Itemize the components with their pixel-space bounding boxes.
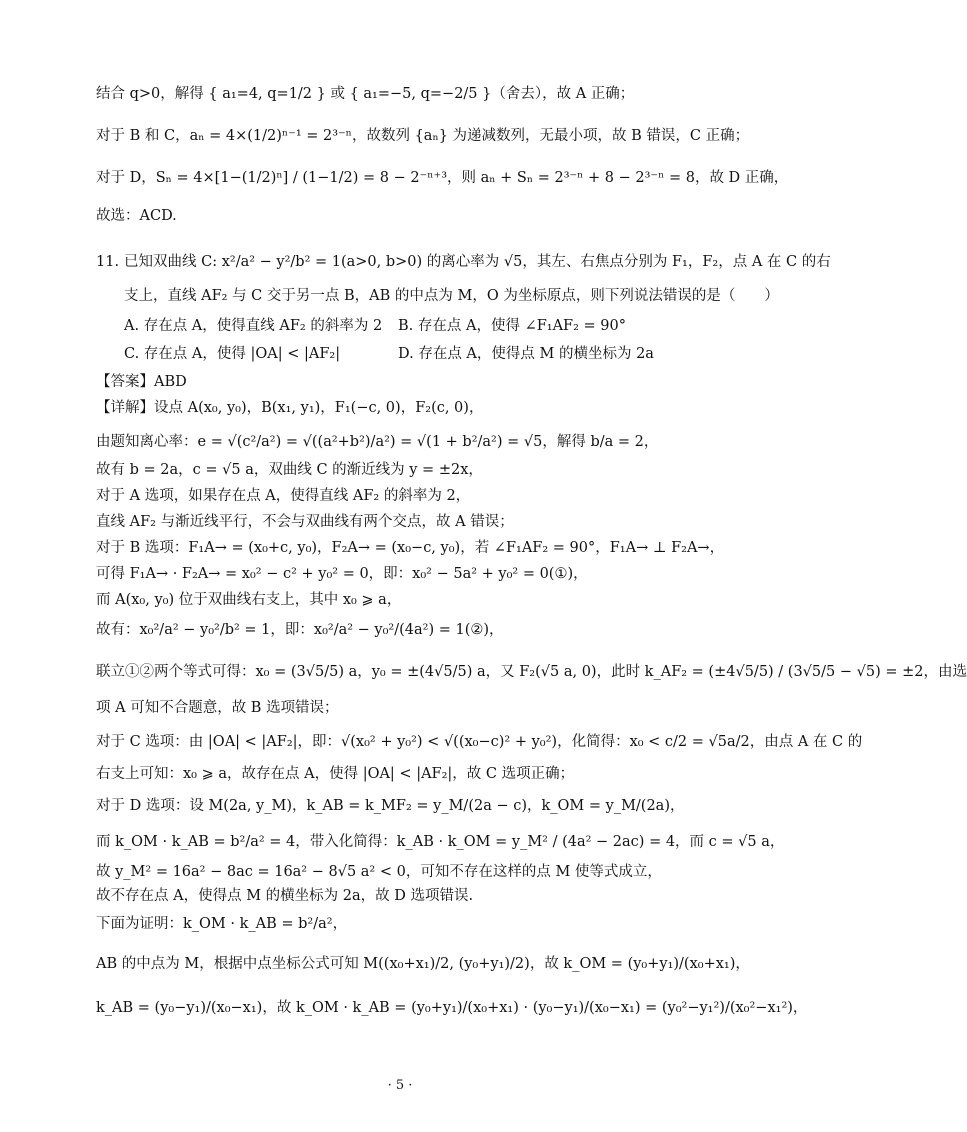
detail-line: 联立①②两个等式可得：x₀ = (3√5/5) a，y₀ = ±(4√5/5) a，又 F₂(√5 a, 0)，此时 k_AF₂ = (±4√5/5) / (3√5/5 − √5) = ±2，由选	[96, 664, 967, 680]
detail-line: 下面为证明：k_OM · k_AB = b²/a²，	[96, 916, 348, 932]
detail-line: 由题知离心率：e = √(c²/a²) = √((a²+b²)/a²) = √(1 + b²/a²) = √5，解得 b/a = 2，	[96, 434, 659, 450]
detail-line: 对于 D 选项：设 M(2a, y_M)，k_AB = k_MF₂ = y_M/(2a − c)，k_OM = y_M/(2a)，	[96, 798, 685, 814]
detail-line: 对于 B 选项：F₁A→ = (x₀+c, y₀)，F₂A→ = (x₀−c, y₀)，若 ∠F₁AF₂ = 90°，F₁A→ ⊥ F₂A→，	[96, 540, 725, 556]
detail-line: 对于 A 选项，如果存在点 A，使得直线 AF₂ 的斜率为 2，	[96, 488, 471, 504]
detail-line: 故有：x₀²/a² − y₀²/b² = 1，即：x₀²/a² − y₀²/(4a²) = 1(②)，	[96, 622, 504, 638]
option-a: A. 存在点 A，使得直线 AF₂ 的斜率为 2	[124, 318, 383, 334]
solution-line: 对于 B 和 C，aₙ = 4×(1/2)ⁿ⁻¹ = 2³⁻ⁿ，故数列 {aₙ} 为递减数列，无最小项，故 B 错误，C 正确；	[96, 128, 750, 144]
detail-line: 对于 C 选项：由 |OA| < |AF₂|，即：√(x₀² + y₀²) < √((x₀−c)² + y₀²)，化简得：x₀ < c/2 = √5a/2，由点 A 在 C 的	[96, 734, 863, 750]
detail-line: 故不存在点 A，使得点 M 的横坐标为 2a，故 D 选项错误.	[96, 888, 474, 904]
detail-line: 可得 F₁A→ · F₂A→ = x₀² − c² + y₀² = 0，即：x₀² − 5a² + y₀² = 0(①)，	[96, 566, 588, 582]
detail-line: 右支上可知：x₀ ⩾ a，故存在点 A，使得 |OA| < |AF₂|，故 C 选项正确；	[96, 766, 575, 782]
detail-line: 而 A(x₀, y₀) 位于双曲线右支上，其中 x₀ ⩾ a，	[96, 592, 402, 608]
question-stem: 已知双曲线 C: x²/a² − y²/b² = 1(a>0, b>0) 的离心率为 √5，其左、右焦点分别为 F₁，F₂，点 A 在 C 的右	[124, 254, 831, 270]
detail-line: 【详解】设点 A(x₀, y₀)，B(x₁, y₁)，F₁(−c, 0)，F₂(c, 0)，	[96, 400, 484, 416]
question-number: 11.	[96, 254, 120, 270]
detail-line: 故 y_M² = 16a² − 8ac = 16a² − 8√5 a² < 0，可知不存在这样的点 M 使等式成立，	[96, 864, 662, 880]
answer-line: 【答案】ABD	[96, 374, 187, 390]
option-c: C. 存在点 A，使得 |OA| < |AF₂|	[124, 346, 341, 362]
detail-line: 而 k_OM · k_AB = b²/a² = 4，带入化简得：k_AB · k_OM = y_M² / (4a² − 2ac) = 4，而 c = √5 a，	[96, 834, 785, 850]
question-stem: 支上，直线 AF₂ 与 C 交于另一点 B，AB 的中点为 M，O 为坐标原点，则下列说法错误的是（ ）	[124, 288, 779, 304]
detail-line: 项 A 可知不合题意，故 B 选项错误；	[96, 700, 339, 716]
solution-line: 对于 D，Sₙ = 4×[1−(1/2)ⁿ] / (1−1/2) = 8 − 2⁻ⁿ⁺³，则 aₙ + Sₙ = 2³⁻ⁿ + 8 − 2³⁻ⁿ = 8，故 D 正确，	[96, 170, 789, 186]
solution-line: 结合 q>0，解得 { a₁=4, q=1/2 } 或 { a₁=−5, q=−2/5 }（舍去），故 A 正确；	[96, 86, 635, 102]
detail-line: 直线 AF₂ 与渐近线平行，不会与双曲线有两个交点，故 A 错误；	[96, 514, 514, 530]
detail-line: AB 的中点为 M，根据中点坐标公式可知 M((x₀+x₁)/2, (y₀+y₁)/2)，故 k_OM = (y₀+y₁)/(x₀+x₁)，	[96, 956, 750, 972]
detail-line: k_AB = (y₀−y₁)/(x₀−x₁)，故 k_OM · k_AB = (y₀+y₁)/(x₀+x₁) · (y₀−y₁)/(x₀−x₁) = (y₀²−y₁²)/(x₀²−x₁²)，	[96, 1000, 808, 1016]
option-d: D. 存在点 A，使得点 M 的横坐标为 2a	[398, 346, 654, 362]
page-number: · 5 ·	[387, 1078, 413, 1093]
option-b: B. 存在点 A，使得 ∠F₁AF₂ = 90°	[398, 318, 626, 334]
detail-line: 故有 b = 2a，c = √5 a，双曲线 C 的渐近线为 y = ±2x，	[96, 462, 483, 478]
solution-line: 故选：ACD.	[96, 208, 177, 224]
